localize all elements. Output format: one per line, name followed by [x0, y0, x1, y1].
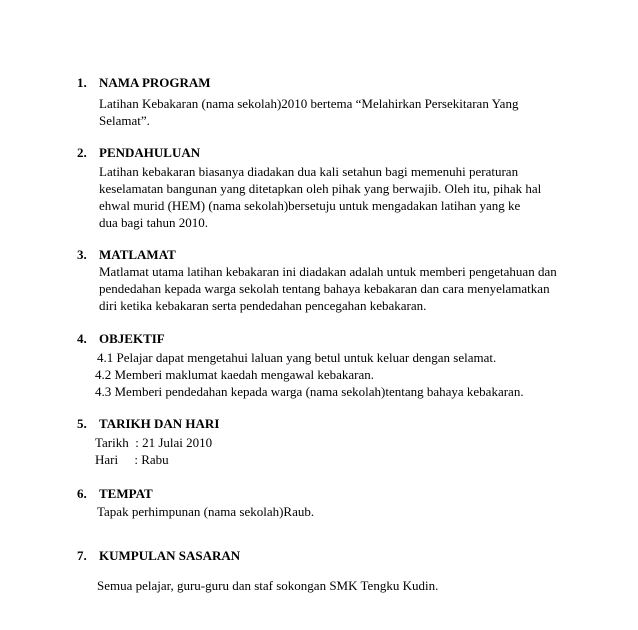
- section-heading: KUMPULAN SASARAN: [99, 548, 241, 563]
- section-heading: NAMA PROGRAM: [99, 75, 211, 90]
- section-heading: TEMPAT: [99, 486, 153, 501]
- objective-item: 4.1 Pelajar dapat mengetahui laluan yang betul untuk keluar dengan selamat.: [97, 350, 497, 365]
- date-line: Tarikh : 21 Julai 2010: [95, 435, 213, 450]
- section-text-line: pendedahan kepada warga sekolah tentang bahaya kebakaran dan cara menyelamatkan: [99, 281, 550, 296]
- section-text-line: ehwal murid (HEM) (nama sekolah)bersetuju untuk mengadakan latihan yang ke: [99, 198, 521, 213]
- section-text-line: Selamat”.: [99, 113, 150, 128]
- objective-item: 4.3 Memberi pendedahan kepada warga (nama sekolah)tentang bahaya kebakaran.: [95, 384, 524, 399]
- section-text-line: Tapak perhimpunan (nama sekolah)Raub.: [97, 504, 315, 519]
- section-number: 4.: [77, 331, 87, 346]
- section-text-line: Latihan kebakaran biasanya diadakan dua kali setahun bagi memenuhi peraturan: [99, 164, 519, 179]
- section-heading: OBJEKTIF: [99, 331, 165, 346]
- section-number: 6.: [77, 486, 87, 501]
- section-number: 7.: [77, 548, 87, 563]
- section-text-line: Semua pelajar, guru-guru dan staf sokongan SMK Tengku Kudin.: [97, 578, 439, 593]
- section-number: 1.: [77, 75, 87, 90]
- section-text-line: diri ketika kebakaran serta pendedahan pencegahan kebakaran.: [99, 298, 427, 313]
- section-heading: TARIKH DAN HARI: [99, 416, 220, 431]
- objective-item: 4.2 Memberi maklumat kaedah mengawal kebakaran.: [95, 367, 375, 382]
- section-heading: PENDAHULUAN: [99, 145, 201, 160]
- section-heading: MATLAMAT: [99, 247, 176, 262]
- day-line: Hari : Rabu: [95, 452, 169, 467]
- section-number: 2.: [77, 145, 87, 160]
- section-text-line: Latihan Kebakaran (nama sekolah)2010 bertema “Melahirkan Persekitaran Yang: [99, 96, 519, 111]
- section-text-line: dua bagi tahun 2010.: [99, 215, 209, 230]
- section-text-line: Matlamat utama latihan kebakaran ini diadakan adalah untuk memberi pengetahuan dan: [99, 264, 557, 279]
- section-number: 3.: [77, 247, 87, 262]
- section-text-line: keselamatan bangunan yang ditetapkan oleh pihak yang berwajib. Oleh itu, pihak hal: [99, 181, 542, 196]
- section-number: 5.: [77, 416, 87, 431]
